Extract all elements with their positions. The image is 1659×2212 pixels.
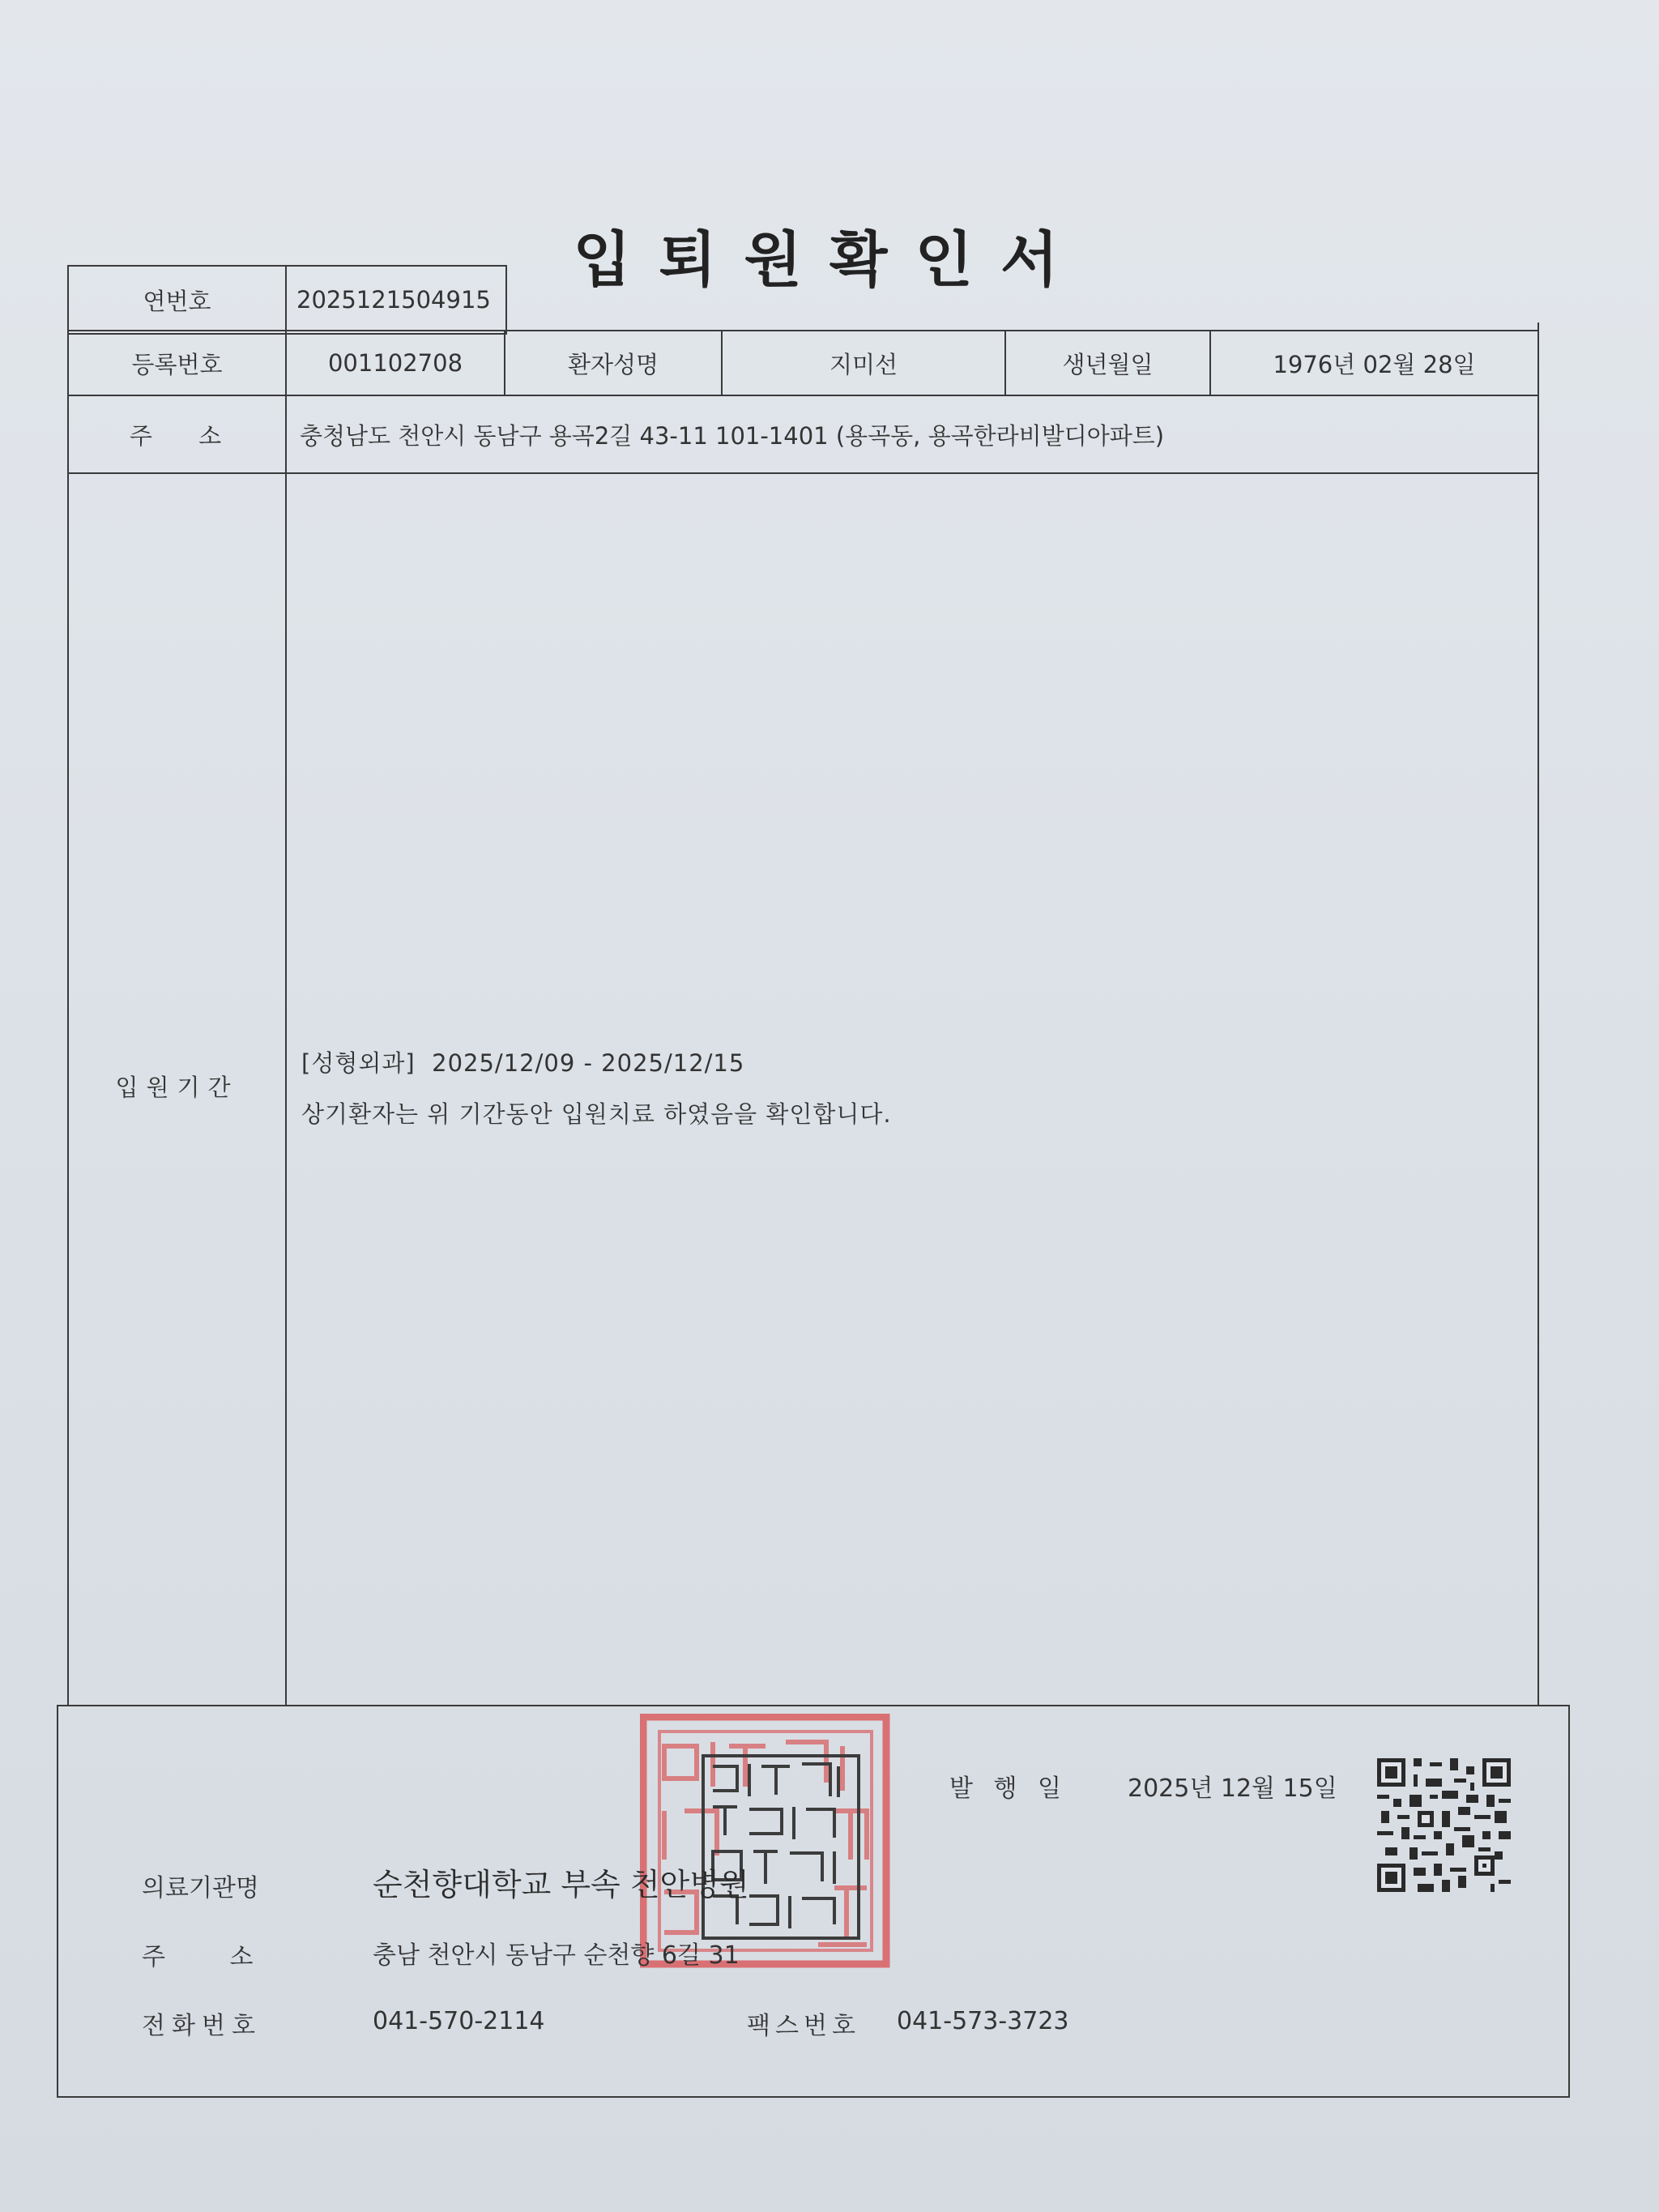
registration-value: 001102708 [327, 349, 463, 377]
main-table [67, 322, 1539, 1706]
issue-date-value: 2025년 12월 15일 [1128, 1774, 1337, 1803]
birth-date-label: 생년월일 [1062, 350, 1154, 378]
patient-name-value: 지미선 [829, 350, 898, 378]
phone-value: 041-570-2114 [373, 2007, 545, 2035]
fax-label: 팩스번호 [747, 2012, 860, 2040]
document-title: 입퇴원확인서 [573, 225, 1086, 295]
birth-date-value: 1976년 02월 28일 [1273, 350, 1476, 378]
phone-label: 전화번호 [142, 2012, 262, 2040]
institution-name: 순천향대학교 부속 천안병원 [373, 1867, 749, 1902]
serial-label: 연번호 [143, 287, 211, 315]
address-label: 주 소 [129, 421, 225, 450]
issue-date-label: 발 행 일 [949, 1774, 1068, 1803]
patient-name-label: 환자성명 [567, 350, 659, 378]
serial-value: 2025121504915 [296, 286, 491, 314]
admission-period-label: 입원기간 [115, 1073, 239, 1101]
institution-label: 의료기관명 [142, 1874, 259, 1902]
hospital-seal [640, 1714, 895, 1973]
qr-code [1377, 1758, 1511, 1892]
confirmation-statement: 상기환자는 위 기간동안 입원치료 하였음을 확인합니다. [301, 1100, 892, 1128]
footer-address-label: 주 소 [142, 1943, 254, 1971]
fax-value: 041-573-3723 [897, 2007, 1069, 2035]
address-value: 충청남도 천안시 동남구 용곡2길 43-11 101-1401 (용곡동, 용곡한라비발디아파트) [300, 421, 1165, 450]
admission-period-line: [성형외과] 2025/12/09 - 2025/12/15 [301, 1049, 745, 1077]
footer-address-value: 충남 천안시 동남구 순천향 6길 31 [373, 1941, 740, 1970]
registration-label: 등록번호 [131, 350, 223, 378]
